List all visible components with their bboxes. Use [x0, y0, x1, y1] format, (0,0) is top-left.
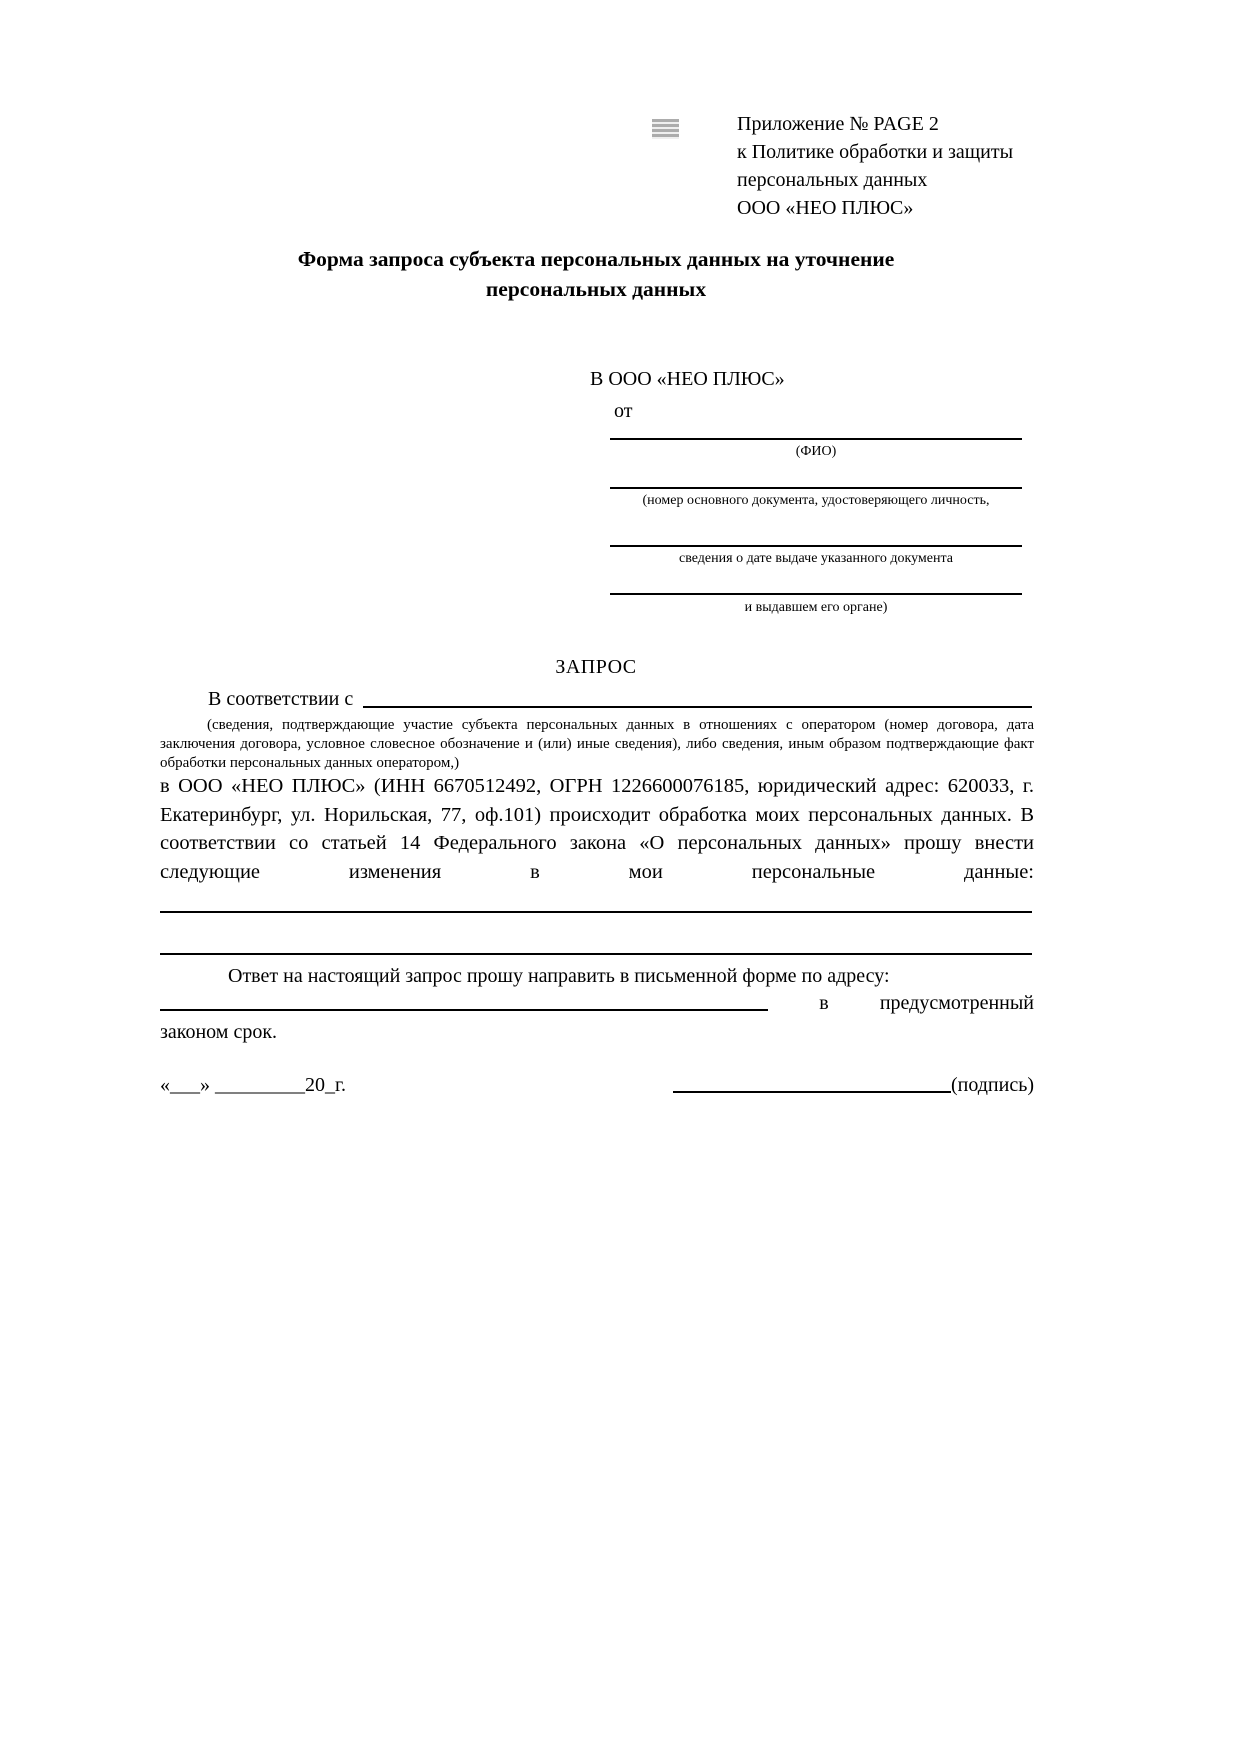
address-blank-line — [160, 1009, 768, 1011]
accordance-lead-text: В соответствии с — [208, 688, 354, 710]
appendix-header-line: Приложение № PAGE 2 — [737, 113, 939, 135]
date-blank-text: «___» _________20_г. — [160, 1074, 346, 1096]
reply-tail-word: в — [819, 992, 829, 1014]
signature-caption: (подпись) — [950, 1074, 1034, 1096]
changes-blank-line-2 — [160, 953, 1032, 955]
reply-address-line — [160, 992, 1034, 1015]
issuing-authority-caption: и выдавшем его органе) — [744, 600, 888, 615]
body-paragraph: в ООО «НЕО ПЛЮС» (ИНН 6670512492, ОГРН 1226600076185, юридический адрес: 620033, г. Екатеринбург, ул. Норильская, 77, оф.101) происходит обработка моих персональных данных. В соответствии со статьей 14 Федерального закона «О персональных данных» прошу внести следующие изменения в мои персональные данные: — [160, 775, 1034, 883]
request-heading: ЗАПРОС — [555, 656, 637, 678]
document-title-line: персональных данных — [485, 277, 707, 301]
appendix-header-line: ООО «НЕО ПЛЮС» — [737, 197, 914, 219]
accordance-blank-line — [363, 706, 1032, 708]
addressee-from-label: от — [614, 400, 633, 422]
accordance-line — [160, 688, 1032, 711]
reply-request-text: Ответ на настоящий запрос прошу направить в письменной форме по адресу: — [228, 965, 890, 987]
signature-row — [160, 1074, 1034, 1097]
document-title-line: Форма запроса субъекта персональных данных на уточнение — [297, 247, 895, 271]
accordance-footnote: (сведения, подтверждающие участие субъекта персональных данных в отношениях с оператором (номер договора, дата заключения договора, условное словесное обозначение и (или) иные сведения), либо сведения, иным образом подтверждающие факт обработки персональных данных оператором,) — [160, 717, 1034, 771]
signature-blank-line — [673, 1091, 951, 1093]
issue-date-caption: сведения о дате выдаче указанного документа — [679, 551, 953, 566]
addressee-to: В ООО «НЕО ПЛЮС» — [590, 368, 785, 390]
issue-date-blank-line — [610, 545, 1022, 547]
text-lines-icon — [652, 119, 679, 139]
document-number-blank-line — [610, 487, 1022, 489]
appendix-header — [737, 110, 1013, 222]
document-number-caption: (номер основного документа, удостоверяющего личность, — [642, 493, 990, 508]
reply-tail-word: предусмотренный — [879, 992, 1034, 1014]
reply-term-text: законом срок. — [160, 1021, 278, 1043]
appendix-header-line: персональных данных — [737, 169, 928, 191]
issuing-authority-blank-line — [610, 593, 1022, 595]
changes-blank-line-1 — [160, 911, 1032, 913]
signature-area — [673, 1074, 1034, 1097]
fio-blank-line — [610, 438, 1022, 440]
fio-caption: (ФИО) — [795, 444, 837, 459]
document-title — [181, 244, 1011, 304]
appendix-header-line: к Политике обработки и защиты — [737, 141, 1014, 163]
